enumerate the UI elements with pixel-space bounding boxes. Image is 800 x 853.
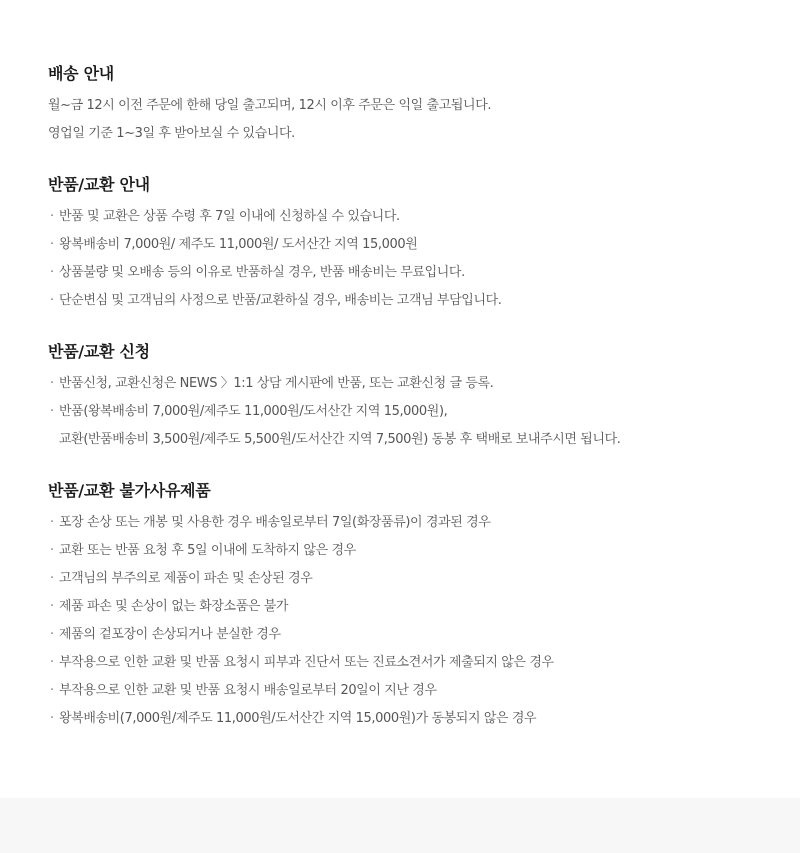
list-item-text: 상품불량 및 오배송 등의 이유로 반품하실 경우, 반품 배송비는 무료입니다. bbox=[59, 265, 465, 280]
bullet-icon: · bbox=[50, 571, 54, 586]
bullet-icon: · bbox=[50, 543, 54, 558]
list-item bbox=[48, 537, 768, 565]
list-item bbox=[48, 649, 768, 677]
list-item bbox=[48, 677, 768, 705]
shipping-section bbox=[48, 62, 768, 148]
bullet-icon: · bbox=[50, 515, 54, 530]
list-item bbox=[48, 509, 768, 537]
list-item-text: 반품(왕복배송비 7,000원/제주도 11,000원/도서산간 지역 15,000원), bbox=[59, 404, 448, 419]
bullet-icon: · bbox=[50, 265, 54, 280]
list-item bbox=[48, 621, 768, 649]
list-item bbox=[48, 231, 768, 259]
list-item-text: 왕복배송비 7,000원/ 제주도 11,000원/ 도서산간 지역 15,000원 bbox=[59, 237, 418, 252]
bullet-icon: · bbox=[50, 711, 54, 726]
list-item-text: 교환 또는 반품 요청 후 5일 이내에 도착하지 않은 경우 bbox=[59, 543, 356, 558]
return-impossible-section bbox=[48, 479, 768, 733]
list-item bbox=[48, 203, 768, 231]
bullet-icon: · bbox=[50, 683, 54, 698]
return-info-section bbox=[48, 173, 768, 315]
list-item-text: 반품 및 교환은 상품 수령 후 7일 이내에 신청하실 수 있습니다. bbox=[59, 209, 400, 224]
bullet-icon: · bbox=[50, 293, 54, 308]
list-item bbox=[48, 259, 768, 287]
bullet-icon: · bbox=[50, 404, 54, 419]
list-item bbox=[48, 370, 768, 398]
list-item-text: 고객님의 부주의로 제품이 파손 및 손상된 경우 bbox=[59, 571, 313, 586]
return-apply-section bbox=[48, 340, 768, 454]
policy-content bbox=[48, 62, 768, 758]
list-item-text: 제품 파손 및 손상이 없는 화장소품은 불가 bbox=[59, 599, 289, 614]
list-item-text: 왕복배송비(7,000원/제주도 11,000원/도서산간 지역 15,000원)가 동봉되지 않은 경우 bbox=[59, 711, 537, 726]
list-item-text: 단순변심 및 고객님의 사정으로 반품/교환하실 경우, 배송비는 고객님 부담입니다. bbox=[59, 293, 502, 308]
return-apply-title: 반품/교환 신청 bbox=[48, 342, 150, 361]
list-item bbox=[48, 287, 768, 315]
bullet-icon: · bbox=[50, 655, 54, 670]
shipping-line: 영업일 기준 1~3일 후 받아보실 수 있습니다. bbox=[48, 126, 295, 141]
footer-band bbox=[0, 798, 800, 853]
list-item-continuation: 교환(반품배송비 3,500원/제주도 5,500원/도서산간 지역 7,500원) 동봉 후 택배로 보내주시면 됩니다. bbox=[59, 432, 621, 447]
list-item bbox=[48, 705, 768, 733]
list-item bbox=[48, 593, 768, 621]
bullet-icon: · bbox=[50, 627, 54, 642]
bullet-icon: · bbox=[50, 599, 54, 614]
list-item-text: 포장 손상 또는 개봉 및 사용한 경우 배송일로부터 7일(화장품류)이 경과된 경우 bbox=[59, 515, 491, 530]
return-impossible-title: 반품/교환 불가사유제품 bbox=[48, 481, 211, 500]
list-item bbox=[48, 565, 768, 593]
list-item bbox=[48, 398, 768, 426]
bullet-icon: · bbox=[50, 209, 54, 224]
bullet-icon: · bbox=[50, 376, 54, 391]
list-item-text: 부작용으로 인한 교환 및 반품 요청시 배송일로부터 20일이 지난 경우 bbox=[59, 683, 437, 698]
return-info-title: 반품/교환 안내 bbox=[48, 175, 150, 194]
bullet-icon: · bbox=[50, 237, 54, 252]
list-item-text: 부작용으로 인한 교환 및 반품 요청시 피부과 진단서 또는 진료소견서가 제출되지 않은 경우 bbox=[59, 655, 554, 670]
shipping-title: 배송 안내 bbox=[48, 64, 114, 83]
list-item-text: 제품의 겉포장이 손상되거나 분실한 경우 bbox=[59, 627, 281, 642]
shipping-line: 월~금 12시 이전 주문에 한해 당일 출고되며, 12시 이후 주문은 익일 출고됩니다. bbox=[48, 98, 492, 113]
list-item-text: 반품신청, 교환신청은 NEWS 〉1:1 상담 게시판에 반품, 또는 교환신청 글 등록. bbox=[59, 376, 494, 391]
